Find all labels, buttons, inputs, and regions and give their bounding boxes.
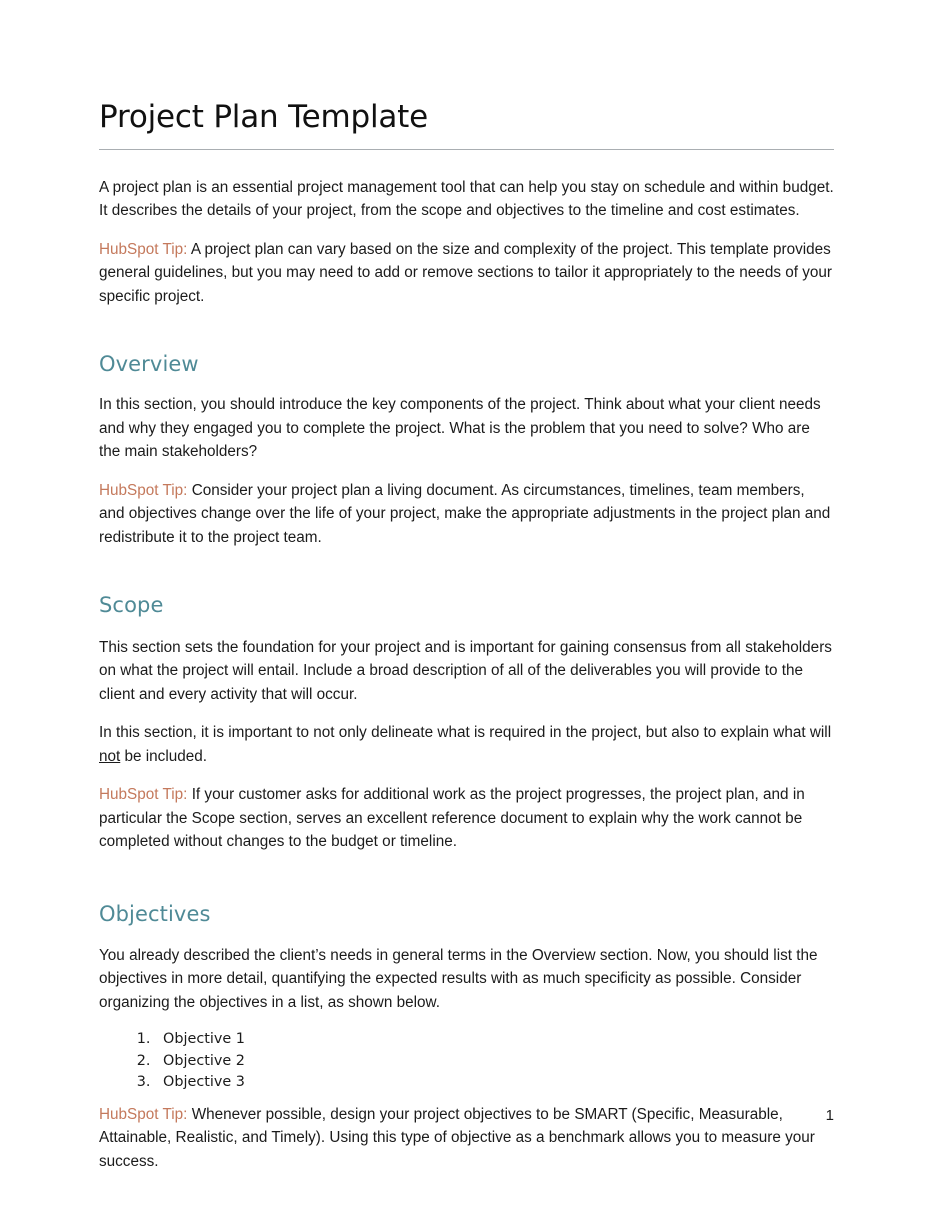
hubspot-tip-label: HubSpot Tip: xyxy=(99,481,188,499)
document-content xyxy=(99,100,834,1173)
scope-paragraph-1 xyxy=(99,636,834,707)
section-heading-overview: Overview xyxy=(99,352,199,377)
hubspot-tip-label: HubSpot Tip: xyxy=(99,1105,188,1123)
scope-paragraph-2 xyxy=(99,721,834,768)
intro-paragraph-text: A project plan is an essential project management tool that can help you stay on schedule and within budget. It describes the details of your project, from the scope and objectives to the timeline and cost estimates. xyxy=(99,178,834,220)
page-number: 1 xyxy=(825,1107,834,1124)
page-title: Project Plan Template xyxy=(99,99,428,135)
overview-paragraph-text: In this section, you should introduce the key components of the project. Think about what your client needs and why they engaged you to complete the project. What is the problem that you need to solve? Who are the main stakeholders? xyxy=(99,396,821,461)
scope-tip-text: If your customer asks for additional work as the project progresses, the project plan, and in particular the Scope section, serves an excellent reference document to explain why the work cannot be completed without changes to the budget or timeline. xyxy=(99,786,805,851)
objectives-list xyxy=(99,1029,834,1094)
scope-paragraph-2-before: In this section, it is important to not only delineate what is required in the project, but also to explain what will xyxy=(99,724,832,742)
intro-paragraph xyxy=(99,176,834,223)
intro-tip-paragraph xyxy=(99,238,834,309)
scope-paragraph-2-after: be included. xyxy=(120,747,208,765)
intro-tip-text: A project plan can vary based on the size and complexity of the project. This template provides general guidelines, but you may need to add or remove sections to tailor it appropriately to the needs of your specific project. xyxy=(99,240,832,305)
objectives-paragraph-text: You already described the client’s needs in general terms in the Overview section. Now, you should list the objectives in more detail, quantifying the expected results with as much specificity as possible. Consider organizing the objectives in a list, as shown below. xyxy=(99,946,818,1011)
title-divider xyxy=(99,149,834,150)
objectives-paragraph xyxy=(99,944,834,1015)
objectives-tip-text: Whenever possible, design your project objectives to be SMART (Specific, Measurable, Attainable, Realistic, and Timely). Using this type of objective as a benchmark allows you to measure your success. xyxy=(99,1105,815,1170)
overview-tip-text: Consider your project plan a living document. As circumstances, timelines, team members, and objectives change over the life of your project, make the appropriate adjustments in the project plan and redistribute it to the project team. xyxy=(99,481,831,546)
section-heading-objectives: Objectives xyxy=(99,901,211,926)
overview-tip-paragraph xyxy=(99,479,834,550)
overview-paragraph xyxy=(99,393,834,464)
scope-tip-paragraph xyxy=(99,783,834,854)
scope-emphasis-not: not xyxy=(99,747,121,765)
section-heading-scope: Scope xyxy=(99,593,164,618)
hubspot-tip-label: HubSpot Tip: xyxy=(99,786,188,804)
scope-paragraph-1-text: This section sets the foundation for your project and is important for gaining consensus from all stakeholders on what the project will entail. Include a broad description of all of the deliverables you will provide to the client and every activity that will occur. xyxy=(99,638,832,703)
list-item: 2. Objective 2 xyxy=(155,1051,834,1073)
hubspot-tip-label: HubSpot Tip: xyxy=(99,240,188,258)
list-item: 1. Objective 1 xyxy=(155,1029,834,1051)
list-item: 3. Objective 3 xyxy=(155,1072,834,1094)
